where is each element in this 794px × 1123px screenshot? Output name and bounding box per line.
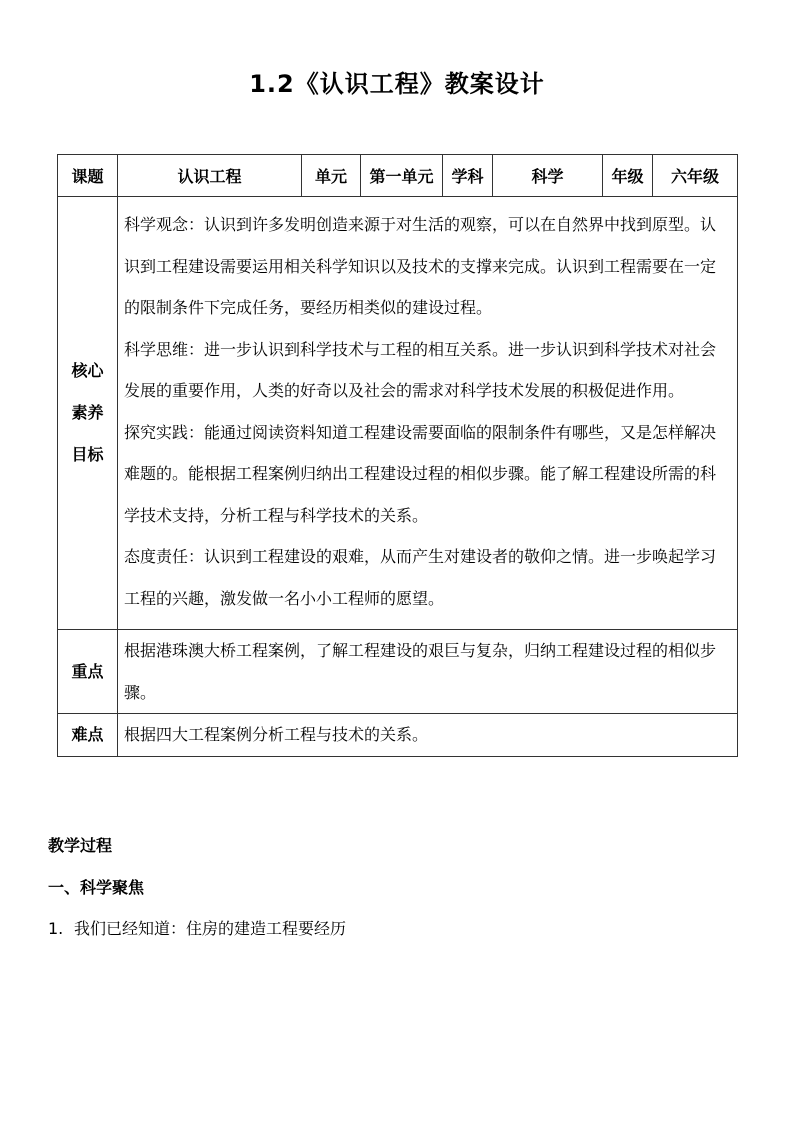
- difficulty-label: 难点: [58, 714, 118, 757]
- subject-value: 科学: [493, 155, 603, 197]
- list-item: [48, 916, 346, 939]
- grade-value: 六年级: [653, 155, 738, 197]
- inquiry-practice-paragraph: 探究实践：能通过阅读资料知道工程建设需要面临的限制条件有哪些，又是怎样解决难题的。能根据工程案例归纳出工程建设过程的相似步骤。能了解工程建设所需的科学技术支持，分析工程与科学技术的关系。: [124, 422, 717, 525]
- science-thinking-paragraph: 科学思维：进一步认识到科学技术与工程的相互关系。进一步认识到科学技术对社会发展的重要作用，人类的好奇以及社会的需求对科学技术发展的积极促进作用。: [124, 339, 717, 400]
- key-point-text: 根据港珠澳大桥工程案例，了解工程建设的艰巨与复杂，归纳工程建设过程的相似步骤。: [118, 630, 738, 714]
- attitude-responsibility-paragraph: 态度责任：认识到工程建设的艰难，从而产生对建设者的敬仰之情。进一步唤起学习工程的兴趣，激发做一名小小工程师的愿望。: [124, 547, 717, 608]
- subject-label: 学科: [443, 155, 493, 197]
- core-label-line: 素养: [71, 403, 104, 422]
- core-competency-row: [58, 197, 738, 630]
- core-label-line: 目标: [71, 445, 104, 464]
- teaching-process-heading: 教学过程: [48, 836, 113, 855]
- core-competency-label: [58, 197, 118, 630]
- science-concept-paragraph: 科学观念：认识到许多发明创造来源于对生活的观察，可以在自然界中找到原型。认识到工程建设需要运用相关科学知识以及技术的支撑来完成。认识到工程需要在一定的限制条件下完成任务，要经历相类似的建设过程。: [124, 215, 717, 317]
- key-point-label: 重点: [58, 630, 118, 714]
- topic-label: 课题: [58, 155, 118, 197]
- science-focus-heading: 一、科学聚焦: [48, 878, 145, 897]
- difficulty-row: [58, 714, 738, 757]
- core-competency-content: [118, 197, 738, 630]
- unit-value: 第一单元: [361, 155, 443, 197]
- unit-label: 单元: [302, 155, 361, 197]
- lesson-plan-table: [57, 154, 738, 757]
- difficulty-text: 根据四大工程案例分析工程与技术的关系。: [118, 714, 738, 757]
- document-title: 1.2《认识工程》教案设计: [249, 70, 545, 98]
- list-item-number: 1.: [48, 919, 64, 938]
- core-label-line: 核心: [71, 361, 104, 380]
- list-item-text: 我们已经知道：住房的建造工程要经历: [74, 919, 347, 938]
- grade-label: 年级: [603, 155, 653, 197]
- topic-value: 认识工程: [118, 155, 302, 197]
- key-point-row: [58, 630, 738, 714]
- table-header-row: [58, 155, 738, 197]
